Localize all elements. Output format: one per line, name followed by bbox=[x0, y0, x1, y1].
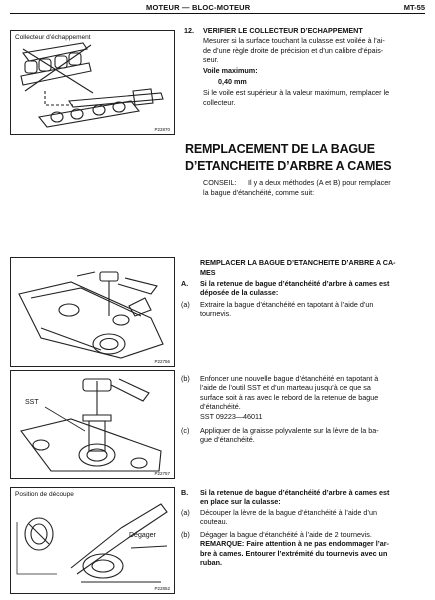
oil-seal-removal-illustration bbox=[11, 258, 174, 366]
item-text: Dégager la bague d’étanchéité à l’aide de 2 tournevis. REMARQUE: Faire attention à ne pas endommager l’ar- bre à cames. Entourer l’extrémité du tournevis avec un ruban. bbox=[200, 530, 389, 568]
section-title: MOTEUR — BLOC-MOTEUR bbox=[146, 3, 251, 12]
step-line: collecteur. bbox=[203, 97, 236, 107]
item-text: Extraire la bague d’étanchéité en tapotant à l’aide d’un tournevis. bbox=[200, 300, 374, 319]
procedure-heading: REMPLACER LA BAGUE D’ETANCHEITE D’ARBRE A CA- bbox=[200, 258, 396, 267]
figure-code: P22852 bbox=[154, 586, 170, 591]
item-key: (c) bbox=[181, 426, 190, 435]
max-value: 0,40 mm bbox=[218, 77, 247, 86]
figure-code: P22757 bbox=[154, 471, 170, 476]
figure-oil-seal-cutting bbox=[10, 487, 175, 594]
figure-code: P22756 bbox=[154, 359, 170, 364]
item-text: Enfoncer une nouvelle bague d’étanchéité en tapotant à l’aide de l’outil SST et d’un marteau jusqu’à ce que sa surface soit à ras avec le rebord de la retenue de bague d’étanchéité. SST 09223—46011 bbox=[200, 374, 379, 421]
section-heading: REMPLACEMENT DE LA BAGUE bbox=[185, 142, 375, 156]
step-line: seur. bbox=[203, 55, 219, 64]
step-line: Mesurer si la surface touchant la culasse est voilée à l’ai- bbox=[203, 36, 385, 45]
page-header bbox=[0, 0, 435, 14]
header-rule bbox=[10, 13, 425, 14]
item-text: Découper la lèvre de la bague d’étanchéité à l’aide d’un couteau. bbox=[200, 508, 378, 527]
exhaust-manifold-illustration bbox=[11, 31, 174, 134]
procedure-heading: MES bbox=[200, 267, 216, 277]
step-line: Si le voile est supérieur à la valeur maximum, remplacer le bbox=[203, 88, 390, 97]
step-title: VERIFIER LE COLLECTEUR D’ECHAPPEMENT bbox=[203, 26, 363, 35]
item-key: (a) bbox=[181, 508, 190, 517]
figure-code: P22870 bbox=[154, 127, 170, 132]
item-key: (b) bbox=[181, 374, 190, 383]
conseil-text: Il y a deux méthodes (A et B) pour remplacer bbox=[248, 178, 391, 187]
figure-caption: Position de découpe bbox=[15, 491, 74, 498]
item-text: Si la retenue de bague d’étanchéité d’arbre à cames est déposée de la culasse: bbox=[200, 279, 390, 298]
figure-oil-seal-removal bbox=[10, 257, 175, 367]
max-label: Voile maximum: bbox=[203, 66, 258, 75]
step-number: 12. bbox=[184, 26, 194, 35]
oil-seal-install-illustration bbox=[11, 371, 174, 478]
section-heading: D’ETANCHEITE D’ARBRE A CAMES bbox=[185, 159, 392, 173]
page-number: MT-55 bbox=[403, 3, 425, 12]
item-key: (a) bbox=[181, 300, 190, 309]
figure-oil-seal-install bbox=[10, 370, 175, 479]
figure-caption: Collecteur d’échappement bbox=[15, 34, 91, 41]
item-key: A. bbox=[181, 279, 189, 288]
oil-seal-cutting-illustration bbox=[11, 488, 174, 593]
item-text: Si la retenue de bague d’étanchéité d’arbre à cames est en place sur la culasse: bbox=[200, 488, 390, 507]
step-line: de d’une règle droite de précision et d’un calibre d’épais- bbox=[203, 45, 384, 55]
sst-label: SST bbox=[25, 399, 39, 406]
item-key: B. bbox=[181, 488, 189, 497]
conseil-text: la bague d’étanchéité, comme suit: bbox=[203, 188, 315, 197]
degager-label: Dégager bbox=[129, 532, 156, 539]
item-key: (b) bbox=[181, 530, 190, 539]
item-text: Appliquer de la graisse polyvalente sur la lèvre de la ba- gue d’étanchéité. bbox=[200, 426, 379, 445]
conseil-label: CONSEIL: bbox=[203, 178, 237, 187]
figure-exhaust-manifold bbox=[10, 30, 175, 135]
